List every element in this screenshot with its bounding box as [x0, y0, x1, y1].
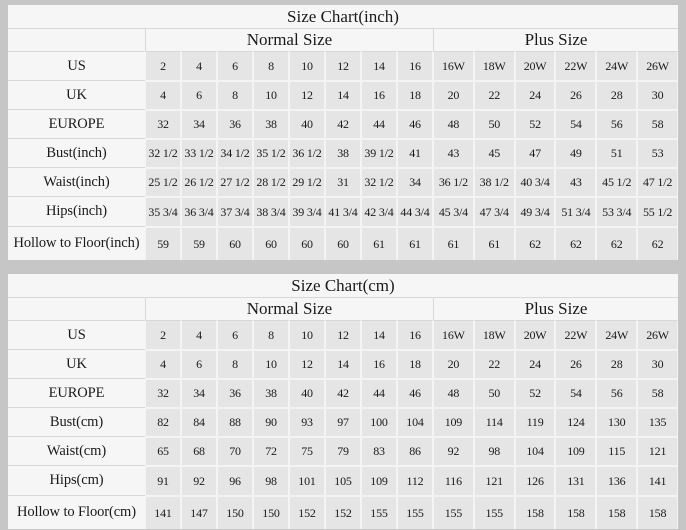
size-cell: 88: [217, 407, 253, 436]
size-cell: 49: [555, 138, 596, 167]
size-cell: 155: [397, 495, 433, 529]
size-cell: 39 1/2: [361, 138, 397, 167]
row-label-uk: UK: [8, 80, 145, 109]
size-cell: 16: [361, 80, 397, 109]
size-cell: 59: [145, 226, 181, 260]
size-cell: 24W: [596, 320, 637, 349]
size-cell: 18: [397, 80, 433, 109]
size-cell: 92: [181, 465, 217, 495]
size-cell: 70: [217, 436, 253, 465]
size-cell: 121: [637, 436, 678, 465]
corner-cell: [8, 29, 145, 51]
size-cell: 8: [253, 320, 289, 349]
size-cell: 115: [596, 436, 637, 465]
size-cell: 42: [325, 109, 361, 138]
group-header-normal-size: Normal Size: [145, 29, 433, 51]
size-cell: 20W: [515, 51, 556, 80]
size-cell: 47 1/2: [637, 167, 678, 196]
size-cell: 59: [181, 226, 217, 260]
corner-cell: [8, 298, 145, 320]
size-cell: 54: [555, 378, 596, 407]
size-cell: 131: [555, 465, 596, 495]
size-cell: 58: [637, 109, 678, 138]
size-cell: 60: [289, 226, 325, 260]
size-cell: 18: [397, 349, 433, 378]
size-cell: 60: [253, 226, 289, 260]
size-cell: 42 3/4: [361, 196, 397, 226]
size-cell: 20W: [515, 320, 556, 349]
size-cell: 22W: [555, 51, 596, 80]
size-cell: 26W: [637, 51, 678, 80]
size-cell: 44: [361, 109, 397, 138]
size-cell: 10: [289, 320, 325, 349]
size-chart-cm-table: [8, 274, 678, 529]
size-cell: 27 1/2: [217, 167, 253, 196]
size-cell: 38: [253, 378, 289, 407]
size-cell: 34 1/2: [217, 138, 253, 167]
size-cell: 31: [325, 167, 361, 196]
size-cell: 82: [145, 407, 181, 436]
size-cell: 72: [253, 436, 289, 465]
size-cell: 32: [145, 109, 181, 138]
row-label-us: US: [8, 51, 145, 80]
size-cell: 34: [181, 109, 217, 138]
size-cell: 61: [397, 226, 433, 260]
size-cell: 36 1/2: [433, 167, 474, 196]
size-cell: 54: [555, 109, 596, 138]
size-cell: 135: [637, 407, 678, 436]
size-cell: 20: [433, 80, 474, 109]
row-label-europe: EUROPE: [8, 109, 145, 138]
size-cell: 155: [361, 495, 397, 529]
size-cell: 62: [596, 226, 637, 260]
size-cell: 55 1/2: [637, 196, 678, 226]
row-label-waist-inch: Waist(inch): [8, 167, 145, 196]
size-cell: 16: [397, 51, 433, 80]
size-cell: 50: [474, 109, 515, 138]
size-cell: 40: [289, 378, 325, 407]
size-cell: 36: [217, 378, 253, 407]
size-cell: 52: [515, 109, 556, 138]
size-cell: 32: [145, 378, 181, 407]
size-cell: 4: [181, 320, 217, 349]
size-cell: 14: [361, 320, 397, 349]
size-cell: 56: [596, 109, 637, 138]
size-cell: 43: [433, 138, 474, 167]
size-cell: 92: [433, 436, 474, 465]
size-cell: 26W: [637, 320, 678, 349]
size-cell: 86: [397, 436, 433, 465]
size-cell: 30: [637, 349, 678, 378]
size-cell: 6: [181, 349, 217, 378]
size-cell: 83: [361, 436, 397, 465]
size-cell: 18W: [474, 320, 515, 349]
size-cell: 38: [325, 138, 361, 167]
size-cell: 61: [474, 226, 515, 260]
size-cell: 40 3/4: [515, 167, 556, 196]
size-cell: 53: [637, 138, 678, 167]
size-cell: 38 1/2: [474, 167, 515, 196]
size-cell: 112: [397, 465, 433, 495]
size-cell: 45 1/2: [596, 167, 637, 196]
size-cell: 68: [181, 436, 217, 465]
size-cell: 12: [325, 51, 361, 80]
row-label-bust-cm: Bust(cm): [8, 407, 145, 436]
size-cell: 36 3/4: [181, 196, 217, 226]
row-label-hollow-to-floor-cm: Hollow to Floor(cm): [8, 495, 145, 529]
row-label-europe: EUROPE: [8, 378, 145, 407]
size-cell: 16: [361, 349, 397, 378]
size-cell: 124: [555, 407, 596, 436]
group-header-plus-size: Plus Size: [433, 29, 678, 51]
size-cell: 104: [397, 407, 433, 436]
size-cell: 28 1/2: [253, 167, 289, 196]
size-cell: 28: [596, 80, 637, 109]
size-cell: 109: [555, 436, 596, 465]
size-cell: 62: [515, 226, 556, 260]
size-cell: 58: [637, 378, 678, 407]
size-cell: 32 1/2: [361, 167, 397, 196]
table-title: Size Chart(cm): [8, 274, 678, 298]
size-cell: 53 3/4: [596, 196, 637, 226]
size-cell: 141: [145, 495, 181, 529]
size-cell: 4: [181, 51, 217, 80]
group-header-normal-size: Normal Size: [145, 298, 433, 320]
size-cell: 24W: [596, 51, 637, 80]
size-cell: 14: [325, 349, 361, 378]
size-cell: 91: [145, 465, 181, 495]
size-cell: 75: [289, 436, 325, 465]
size-cell: 34: [397, 167, 433, 196]
size-cell: 24: [515, 80, 556, 109]
size-cell: 35 3/4: [145, 196, 181, 226]
size-cell: 22: [474, 80, 515, 109]
size-cell: 155: [433, 495, 474, 529]
size-cell: 141: [637, 465, 678, 495]
size-cell: 45 3/4: [433, 196, 474, 226]
size-cell: 119: [515, 407, 556, 436]
size-cell: 2: [145, 51, 181, 80]
size-cell: 39 3/4: [289, 196, 325, 226]
size-cell: 26: [555, 80, 596, 109]
size-cell: 50: [474, 378, 515, 407]
size-cell: 96: [217, 465, 253, 495]
size-cell: 97: [325, 407, 361, 436]
size-cell: 38: [253, 109, 289, 138]
size-cell: 109: [361, 465, 397, 495]
row-label-hips-inch: Hips(inch): [8, 196, 145, 226]
size-cell: 147: [181, 495, 217, 529]
size-cell: 61: [361, 226, 397, 260]
size-cell: 47 3/4: [474, 196, 515, 226]
size-cell: 16W: [433, 320, 474, 349]
size-cell: 16: [397, 320, 433, 349]
row-label-us: US: [8, 320, 145, 349]
size-cell: 10: [289, 51, 325, 80]
row-label-waist-cm: Waist(cm): [8, 436, 145, 465]
size-cell: 47: [515, 138, 556, 167]
size-cell: 93: [289, 407, 325, 436]
size-cell: 6: [181, 80, 217, 109]
size-cell: 22W: [555, 320, 596, 349]
size-cell: 33 1/2: [181, 138, 217, 167]
size-cell: 126: [515, 465, 556, 495]
size-cell: 65: [145, 436, 181, 465]
size-cell: 79: [325, 436, 361, 465]
size-cell: 8: [253, 51, 289, 80]
size-cell: 20: [433, 349, 474, 378]
group-header-plus-size: Plus Size: [433, 298, 678, 320]
size-cell: 48: [433, 109, 474, 138]
size-cell: 52: [515, 378, 556, 407]
size-cell: 62: [637, 226, 678, 260]
size-cell: 34: [181, 378, 217, 407]
size-cell: 150: [217, 495, 253, 529]
size-cell: 51: [596, 138, 637, 167]
size-cell: 36: [217, 109, 253, 138]
size-cell: 155: [474, 495, 515, 529]
size-cell: 26 1/2: [181, 167, 217, 196]
size-cell: 8: [217, 349, 253, 378]
size-cell: 12: [325, 320, 361, 349]
size-cell: 61: [433, 226, 474, 260]
size-cell: 46: [397, 378, 433, 407]
size-cell: 45: [474, 138, 515, 167]
size-cell: 44 3/4: [397, 196, 433, 226]
size-cell: 22: [474, 349, 515, 378]
size-cell: 158: [555, 495, 596, 529]
size-cell: 152: [289, 495, 325, 529]
size-cell: 84: [181, 407, 217, 436]
size-cell: 100: [361, 407, 397, 436]
size-cell: 49 3/4: [515, 196, 556, 226]
size-cell: 8: [217, 80, 253, 109]
size-cell: 42: [325, 378, 361, 407]
size-cell: 43: [555, 167, 596, 196]
size-cell: 26: [555, 349, 596, 378]
size-cell: 48: [433, 378, 474, 407]
size-cell: 152: [325, 495, 361, 529]
size-cell: 29 1/2: [289, 167, 325, 196]
size-cell: 40: [289, 109, 325, 138]
size-cell: 51 3/4: [555, 196, 596, 226]
size-cell: 28: [596, 349, 637, 378]
size-cell: 44: [361, 378, 397, 407]
size-cell: 32 1/2: [145, 138, 181, 167]
size-cell: 41: [397, 138, 433, 167]
size-cell: 14: [325, 80, 361, 109]
size-cell: 10: [253, 349, 289, 378]
size-cell: 60: [325, 226, 361, 260]
size-cell: 18W: [474, 51, 515, 80]
size-cell: 62: [555, 226, 596, 260]
size-cell: 121: [474, 465, 515, 495]
size-cell: 109: [433, 407, 474, 436]
row-label-uk: UK: [8, 349, 145, 378]
size-cell: 60: [217, 226, 253, 260]
size-cell: 158: [515, 495, 556, 529]
size-cell: 116: [433, 465, 474, 495]
size-cell: 4: [145, 80, 181, 109]
size-cell: 12: [289, 80, 325, 109]
size-cell: 10: [253, 80, 289, 109]
size-cell: 150: [253, 495, 289, 529]
size-cell: 104: [515, 436, 556, 465]
size-cell: 4: [145, 349, 181, 378]
size-chart-inch-table: [8, 5, 678, 260]
size-cell: 2: [145, 320, 181, 349]
size-cell: 158: [637, 495, 678, 529]
size-cell: 25 1/2: [145, 167, 181, 196]
size-cell: 46: [397, 109, 433, 138]
size-cell: 24: [515, 349, 556, 378]
size-cell: 136: [596, 465, 637, 495]
size-cell: 130: [596, 407, 637, 436]
size-cell: 30: [637, 80, 678, 109]
size-cell: 6: [217, 51, 253, 80]
size-cell: 98: [253, 465, 289, 495]
size-cell: 16W: [433, 51, 474, 80]
size-cell: 101: [289, 465, 325, 495]
size-cell: 90: [253, 407, 289, 436]
size-cell: 114: [474, 407, 515, 436]
size-cell: 37 3/4: [217, 196, 253, 226]
size-cell: 158: [596, 495, 637, 529]
row-label-hollow-to-floor-inch: Hollow to Floor(inch): [8, 226, 145, 260]
row-label-bust-inch: Bust(inch): [8, 138, 145, 167]
size-cell: 105: [325, 465, 361, 495]
size-cell: 36 1/2: [289, 138, 325, 167]
size-cell: 38 3/4: [253, 196, 289, 226]
size-cell: 56: [596, 378, 637, 407]
size-cell: 14: [361, 51, 397, 80]
size-cell: 98: [474, 436, 515, 465]
size-cell: 6: [217, 320, 253, 349]
table-title: Size Chart(inch): [8, 5, 678, 29]
size-cell: 35 1/2: [253, 138, 289, 167]
size-cell: 12: [289, 349, 325, 378]
size-cell: 41 3/4: [325, 196, 361, 226]
row-label-hips-cm: Hips(cm): [8, 465, 145, 495]
